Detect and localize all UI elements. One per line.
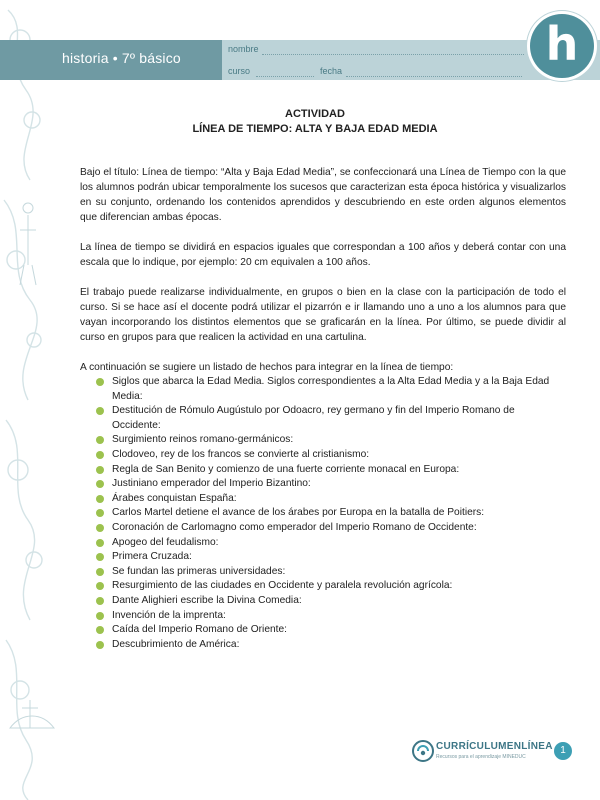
curriculum-logo[interactable] <box>412 738 553 766</box>
list-item: Justiniano emperador del Imperio Bizantino: <box>96 477 566 492</box>
logo-swirl-icon <box>412 740 434 762</box>
list-item: Siglos que abarca la Edad Media. Siglos correspondientes a la Alta Edad Media y a la Baja Edad Media: <box>96 375 566 404</box>
course-label: curso <box>228 66 251 76</box>
bullet-icon <box>96 568 104 576</box>
paragraph-1: Bajo el título: Línea de tiempo: “Alta y Baja Edad Media”, se confeccionará una Línea de Tiempo con la que los alumnos podrán ubicar temporalmente los sucesos que caracterizan esta época histórica y visualizarlos en su conjunto, ordenando los contenidos aprendidos y descubriendo en este orden algunos elementos que diferencian ambas épocas. <box>80 167 566 223</box>
decorative-swirl-border <box>0 0 62 800</box>
bullet-icon <box>96 407 104 415</box>
bullet-icon <box>96 378 104 386</box>
knight-figure <box>20 215 36 285</box>
bullet-icon <box>96 597 104 605</box>
bullet-icon <box>96 495 104 503</box>
bullet-icon <box>96 582 104 590</box>
date-field[interactable] <box>346 76 522 77</box>
activity-title: ACTIVIDAD <box>285 108 345 120</box>
name-label: nombre <box>228 44 259 54</box>
subject-badge <box>530 14 594 78</box>
grade-label: 7º básico <box>121 50 181 66</box>
subject-name: historia <box>62 50 109 66</box>
list-intro: A continuación se sugiere un listado de hechos para integrar en la línea de tiempo: <box>80 362 454 373</box>
separator-dot: • <box>112 50 118 66</box>
bullet-icon <box>96 524 104 532</box>
paragraph-3: El trabajo puede realizarse individualmente, en grupos o bien en la clase con la participación de todo el curso. Si se hace así el docente podrá utilizar el pizarrón e ir llamando uno a uno a los alumnos para que vayan incorporando los distintos elementos que se graficarán en la línea. Por último, se puede dividir al curso en grupos para que realicen la actividad en una cartulina. <box>80 287 566 343</box>
date-label: fecha <box>320 66 343 76</box>
course-field[interactable] <box>256 76 314 77</box>
activity-subtitle: LÍNEA DE TIEMPO: ALTA Y BAJA EDAD MEDIA <box>192 123 438 135</box>
name-field[interactable] <box>262 54 524 55</box>
list-item: Dante Alighieri escribe la Divina Comedia: <box>96 594 566 609</box>
list-item: Caída del Imperio Romano de Oriente: <box>96 623 566 638</box>
bullet-icon <box>96 480 104 488</box>
bullet-icon <box>96 539 104 547</box>
facts-list <box>96 375 566 652</box>
page-number: 1 <box>554 742 572 760</box>
bullet-icon <box>96 553 104 561</box>
list-item: Clodoveo, rey de los francos se convierte al cristianismo: <box>96 448 566 463</box>
list-item: Invención de la imprenta: <box>96 609 566 624</box>
bullet-icon <box>96 466 104 474</box>
bullet-icon <box>96 626 104 634</box>
bullet-icon <box>96 451 104 459</box>
bullet-icon <box>96 612 104 620</box>
list-item: Regla de San Benito y comienzo de una fuerte corriente monacal en Europa: <box>96 463 566 478</box>
list-item: Primera Cruzada: <box>96 550 566 565</box>
logo-text: CURRÍCULUMENLÍNEA <box>436 741 553 752</box>
paragraph-2: La línea de tiempo se dividirá en espacios iguales que correspondan a 100 años y deberá contar con una escala que lo indique, por ejemplo: 20 cm equivalen a 100 años. <box>80 242 566 268</box>
subject-label <box>62 50 181 66</box>
list-item: Destitución de Rómulo Augústulo por Odoacro, rey germano y fin del Imperio Romano de Occidente: <box>96 404 566 433</box>
logo-subtext: Recursos para el aprendizaje MINEDUC <box>436 754 526 760</box>
list-item: Descubrimiento de América: <box>96 638 566 653</box>
list-item: Carlos Martel detiene el avance de los árabes por Europa en la batalla de Poitiers: <box>96 506 566 521</box>
list-item: Surgimiento reinos romano-germánicos: <box>96 433 566 448</box>
bullet-icon <box>96 641 104 649</box>
list-item: Apogeo del feudalismo: <box>96 536 566 551</box>
list-item: Árabes conquistan España: <box>96 492 566 507</box>
list-item: Se fundan las primeras universidades: <box>96 565 566 580</box>
list-item: Resurgimiento de las ciudades en Occidente y paralela revolución agrícola: <box>96 579 566 594</box>
badge-letter: h <box>545 17 579 71</box>
bullet-icon <box>96 436 104 444</box>
list-item: Coronación de Carlomagno como emperador del Imperio Romano de Occidente: <box>96 521 566 536</box>
bullet-icon <box>96 509 104 517</box>
